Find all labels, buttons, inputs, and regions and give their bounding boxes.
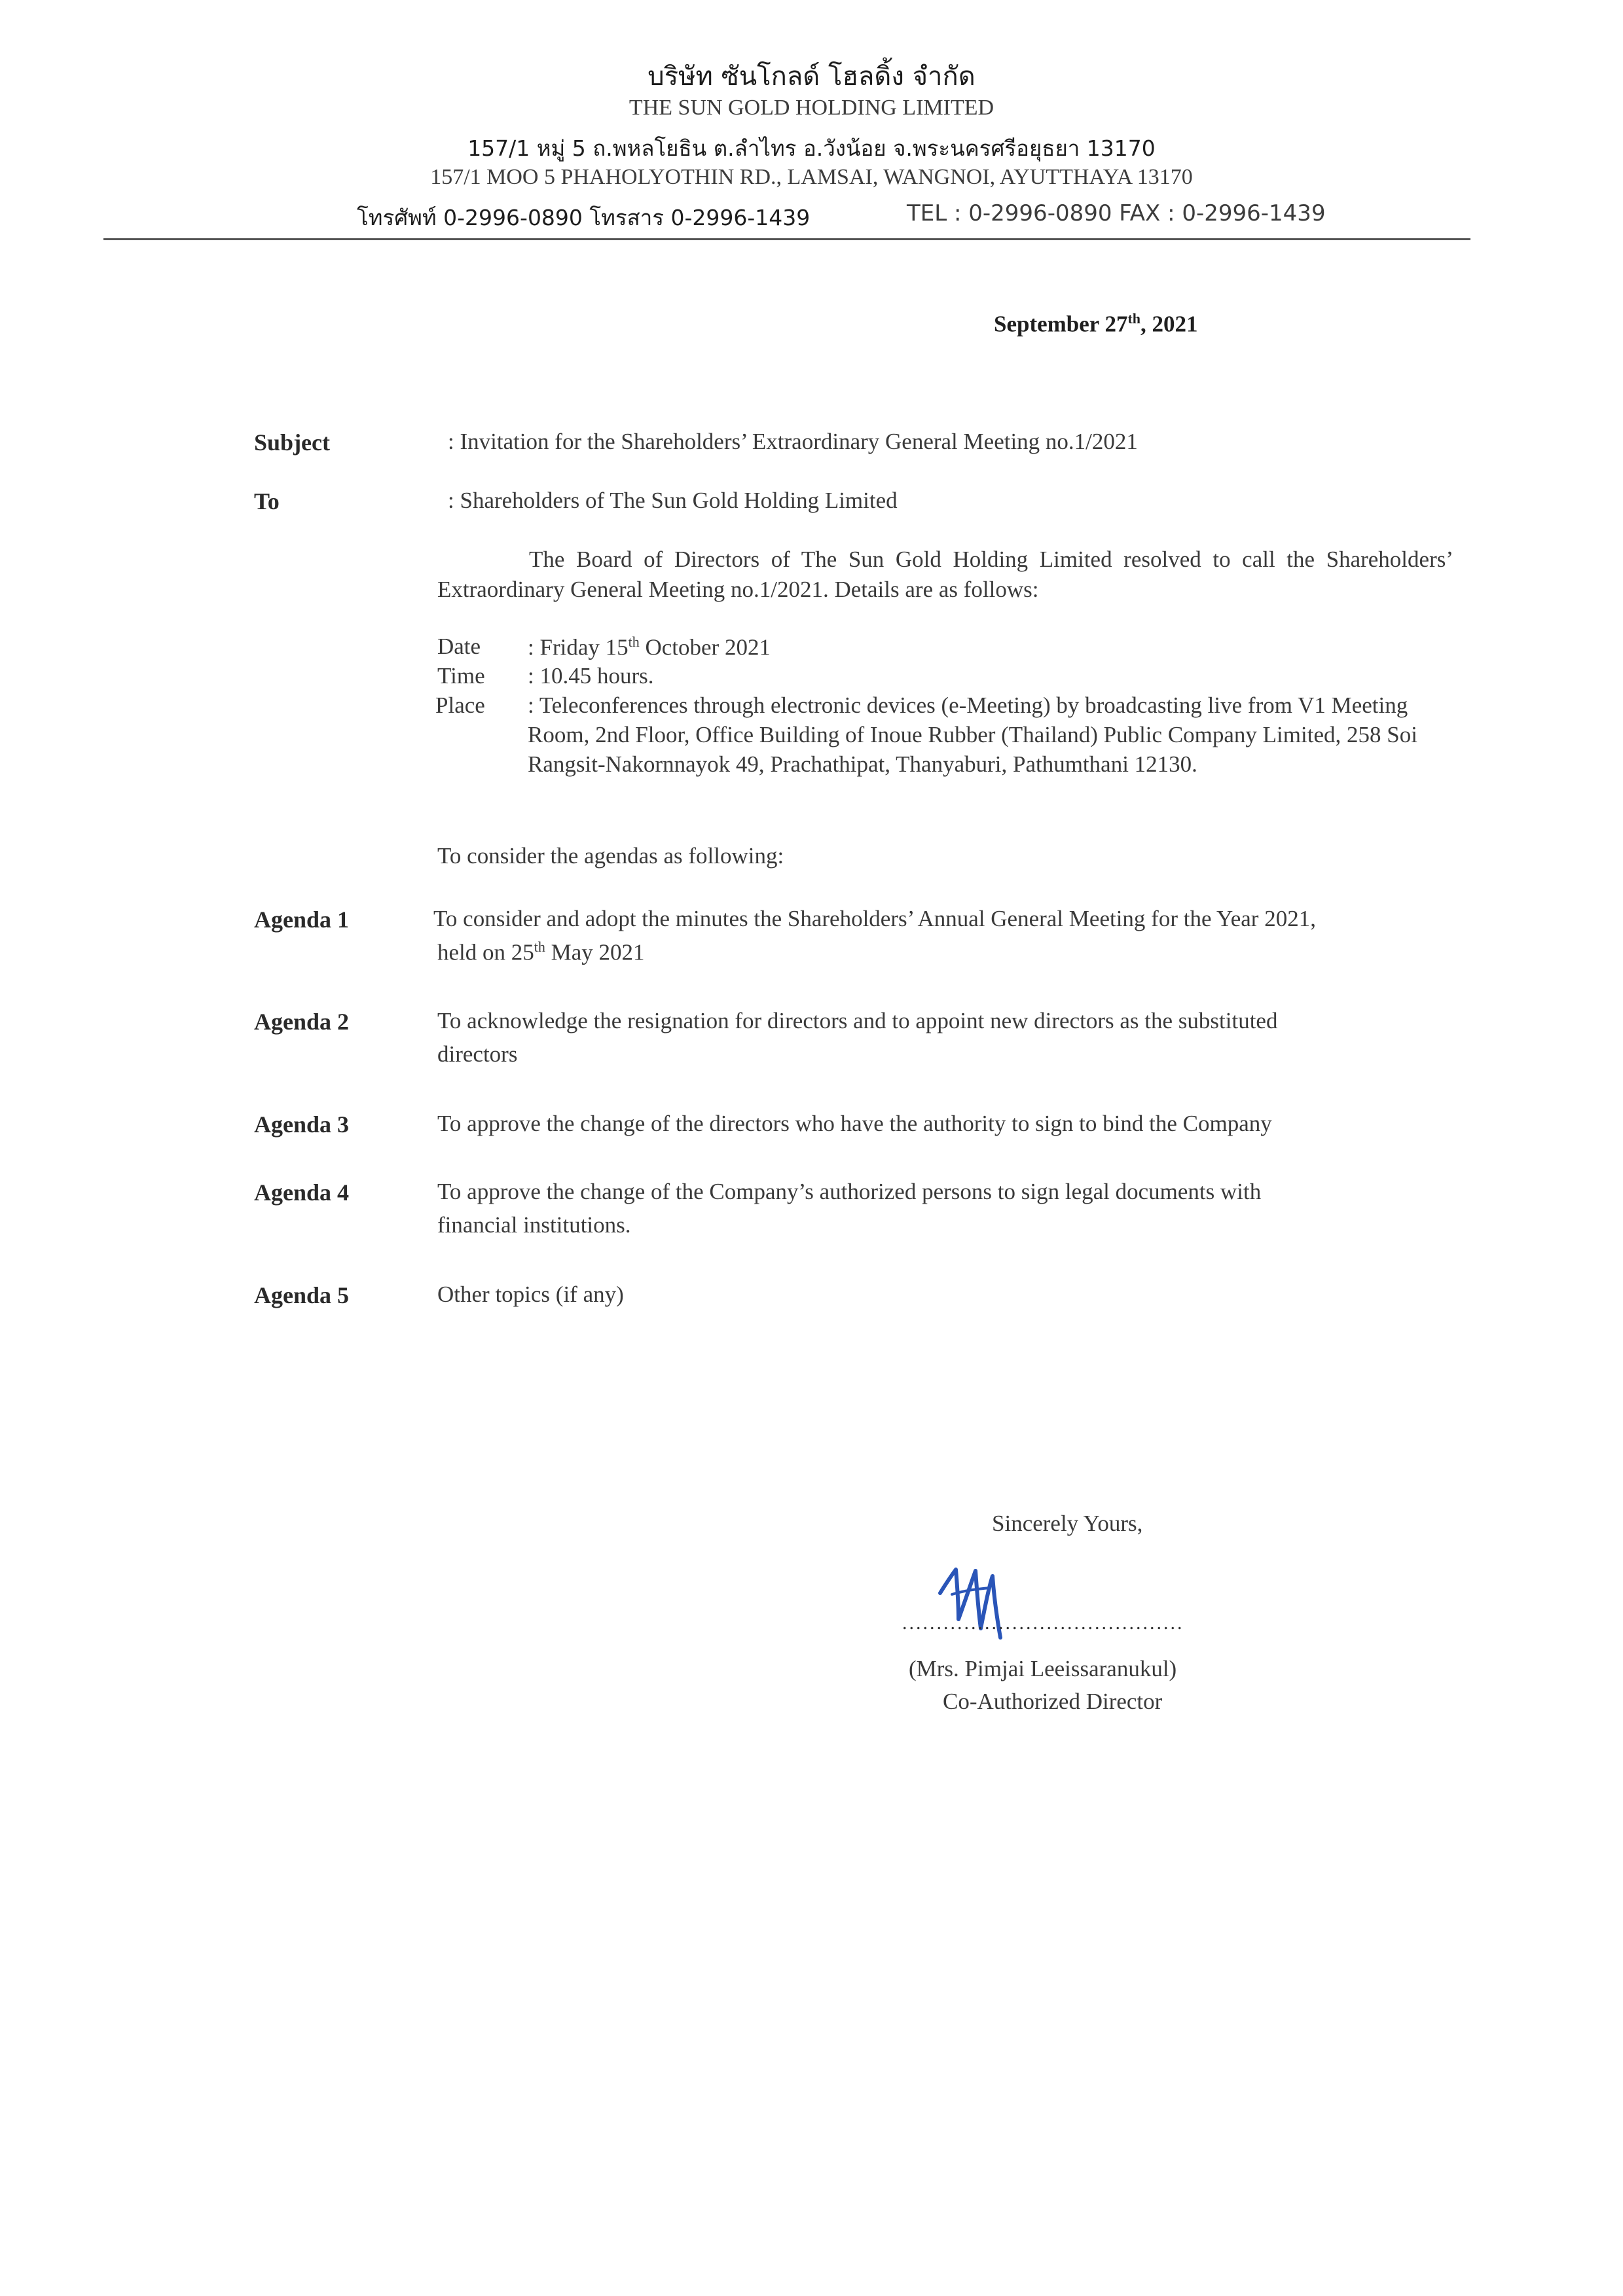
agenda-label: Agenda 2 (254, 1009, 350, 1035)
to-label: To (254, 488, 280, 514)
signature-line: ......................................... (902, 1612, 1184, 1634)
agenda-text-cont: directors (437, 1041, 518, 1067)
closing-salutation: Sincerely Yours, (992, 1511, 1143, 1536)
place-label: Place (435, 692, 485, 718)
agenda-text: Other topics (if any) (437, 1282, 624, 1307)
company-name-thai: บริษัท ซันโกลด์ โฮลดิ้ง จำกัด (647, 62, 976, 92)
agenda-text: To consider and adopt the minutes the Shareholders’ Annual General Meeting for the Year 2021, (433, 906, 1316, 931)
address-thai: 157/1 หมู่ 5 ถ.พหลโยธิน ต.ลำไทร อ.วังน้อย จ.พระนครศรีอยุธยา 13170 (467, 135, 1156, 161)
place-value: : Teleconferences through electronic devices (e-Meeting) by broadcasting live from V1 Meeting Room, 2nd Floor, Office Building of Inoue Rubber (Thailand) Public Company Limited, 258 Soi Rangsit-Nakornnayok 49, Prachathipat, Thanyaburi, Pathumthani 12130. (528, 692, 1417, 777)
agenda-text: To approve the change of the directors who have the authority to sign to bind the Company (437, 1111, 1272, 1136)
agenda-label: Agenda 5 (254, 1282, 350, 1308)
agenda-text-cont: held on 25th May 2021 (437, 939, 645, 965)
signatory-name: (Mrs. Pimjai Leeissaranukul) (909, 1656, 1177, 1681)
agenda-label: Agenda 4 (254, 1179, 350, 1206)
date-value: : Friday 15th October 2021 (528, 634, 771, 660)
agenda-text: To acknowledge the resignation for directors and to appoint new directors as the substituted (437, 1008, 1278, 1033)
signatory-title: Co-Authorized Director (943, 1689, 1163, 1714)
company-name-english: THE SUN GOLD HOLDING LIMITED (629, 96, 994, 120)
intro-paragraph: The Board of Directors of The Sun Gold Holding Limited resolved to call the Shareholders’ Extraordinary General Meeting no.1/2021. Details are as follows: (437, 547, 1453, 602)
agenda-label: Agenda 3 (254, 1111, 350, 1138)
agenda-label: Agenda 1 (254, 906, 350, 933)
address-english: 157/1 MOO 5 PHAHOLYOTHIN RD., LAMSAI, WANGNOI, AYUTTHAYA 13170 (430, 165, 1193, 189)
time-value: : 10.45 hours. (528, 663, 654, 689)
agendas-intro: To consider the agendas as following: (437, 843, 784, 869)
agenda-text-cont: financial institutions. (437, 1212, 631, 1238)
to-value: : Shareholders of The Sun Gold Holding Limited (448, 488, 898, 513)
date-label: Date (437, 634, 481, 659)
time-label: Time (437, 663, 485, 689)
subject-label: Subject (254, 429, 330, 456)
signature-mark (930, 1556, 1048, 1648)
agenda-text: To approve the change of the Company’s authorized persons to sign legal documents with (437, 1179, 1262, 1204)
subject-value: : Invitation for the Shareholders’ Extraordinary General Meeting no.1/2021 (448, 429, 1138, 454)
header-divider (103, 238, 1470, 240)
phone-thai: โทรศัพท์ 0-2996-0890 โทรสาร 0-2996-1439 (357, 205, 811, 230)
phone-english: TEL : 0-2996-0890 FAX : 0-2996-1439 (907, 200, 1326, 226)
letter-date: September 27th, 2021 (994, 310, 1198, 337)
